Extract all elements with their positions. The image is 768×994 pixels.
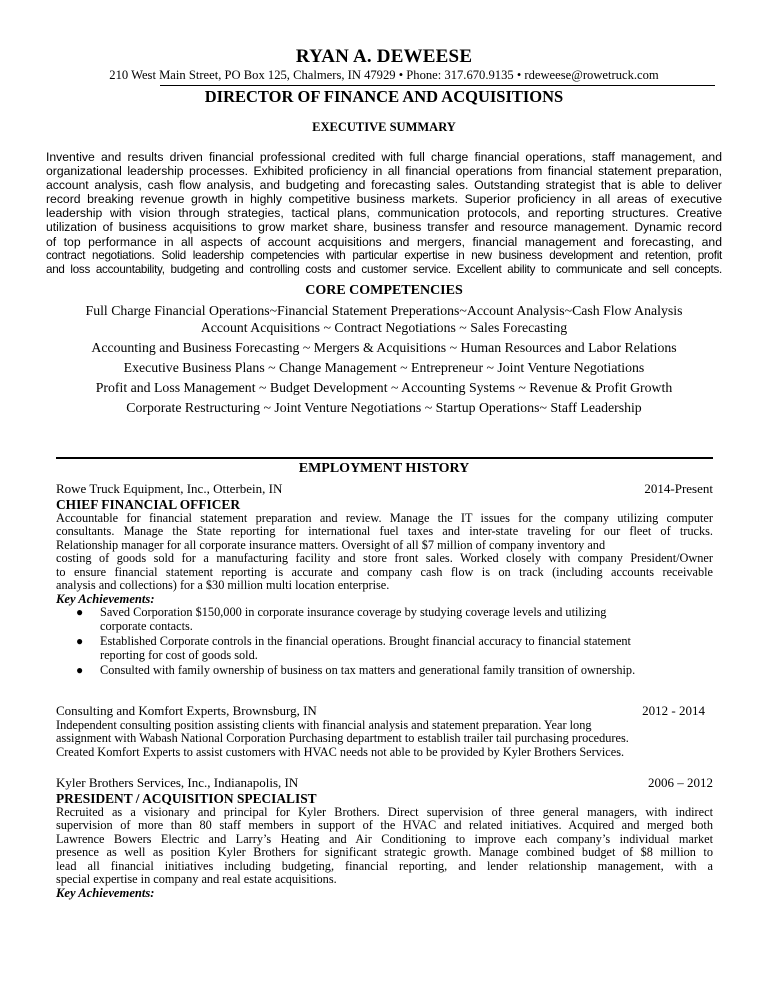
competency-line: Corporate Restructuring ~ Joint Venture Negotiations ~ Startup Operations~ Staff Leadership (126, 400, 642, 415)
competency-line: Full Charge Financial Operations~Financial Statement Preperations~Account Analysis~Cash Flow Analysis (85, 303, 683, 318)
target-title: DIRECTOR OF FINANCE AND ACQUISITIONS (204, 87, 564, 106)
bullet-icon: ● (76, 634, 84, 649)
summary-line: record breaking revenue growth in highly competitive business markets. Superior proficiency in all areas of executive (46, 192, 722, 207)
job-company: Kyler Brothers Services, Inc., Indianapolis, IN (56, 775, 299, 790)
contact-line: 210 West Main Street, PO Box 125, Chalmers, IN 47929 • Phone: 317.670.9135 • rdeweese@rowetruck.com (109, 68, 659, 82)
summary-line: contract negotiations. Solid leadership competencies with particular expertise in new business development and retention, profit (46, 248, 722, 262)
candidate-name: RYAN A. DEWEESE (295, 46, 473, 67)
summary-line: and loss accountability, budgeting and controlling costs and customer service. Excellent ability to communicate and sell concepts. (46, 262, 722, 276)
job-dates: 2014-Present (644, 481, 713, 496)
description-line: Recruited as a visionary and principal for Kyler Brothers. Direct supervision of three general managers, with indirect (56, 805, 713, 819)
job-header (56, 703, 713, 719)
description-line: Lawrence Bowers Electric and Larry’s Heating and Air Conditioning to improve each company’s individual market (56, 831, 713, 846)
job-role: CHIEF FINANCIAL OFFICER (56, 497, 241, 512)
summary-line: account analysis, cash flow analysis, and budgeting and forecasting sales. Outstanding strategist that is able to deliver (46, 178, 722, 193)
achievements-list (56, 606, 713, 677)
achievement-item: ● Established Corporate controls in the financial operations. Brought financial accuracy to financial statement reporting for cost of goods sold. (76, 634, 631, 662)
header-divider (160, 85, 715, 86)
description-line: Accountable for financial statement preparation and review. Manage the IT issues for the company utilizing computer (56, 511, 713, 525)
core-competencies (0, 301, 768, 418)
description-line: lead all financial initiatives including budgeting, financial reporting, and lender relationship management, with a (56, 858, 713, 873)
description-line: to ensure financial statement reporting is accurate and company cash flow is on track (including accounts receivable (56, 564, 713, 579)
competency-line: Account Acquisitions ~ Contract Negotiations ~ Sales Forecasting (200, 320, 568, 335)
job-entry (56, 775, 713, 900)
competency-line: Profit and Loss Management ~ Budget Development ~ Accounting Systems ~ Revenue & Profit Growth (95, 380, 673, 395)
summary-line: of top performance in all aspects of account acquisitions and mergers, financial management and forecasting, and (46, 234, 722, 249)
description-line: costing of goods sold for a manufacturing facility and store front sales. Worked closely with company President/Owner (56, 551, 713, 566)
core-competencies-heading: CORE COMPETENCIES (305, 283, 463, 298)
competency-line: Executive Business Plans ~ Change Management ~ Entrepreneur ~ Joint Venture Negotiations (123, 360, 645, 375)
job-header (56, 481, 713, 497)
key-achievements-label: Key Achievements: (56, 886, 155, 901)
job-description (56, 719, 713, 759)
description-line: assignment with Wabash National Corporation Purchasing department to establish trailer tail purchasing procedures. (56, 731, 629, 746)
executive-summary (46, 150, 722, 277)
description-line: Independent consulting position assisting clients with financial analysis and statement preparation. Year long (56, 718, 592, 732)
job-header (56, 775, 713, 791)
achievement-item: ● Consulted with family ownership of business on tax matters and generational family transition of ownership. (76, 663, 636, 678)
summary-line: utilization of business acquisitions to grow market share, business transfer and resource management. Dynamic record (46, 220, 722, 235)
job-role: PRESIDENT / ACQUISITION SPECIALIST (56, 791, 317, 806)
summary-line: organizational leadership processes. Exhibited proficiency in all financial operations from financial statement preparation, (46, 164, 722, 179)
job-description (56, 512, 713, 592)
competency-line: Accounting and Business Forecasting ~ Mergers & Acquisitions ~ Human Resources and Labor Relations (91, 340, 677, 355)
job-dates: 2006 – 2012 (648, 775, 713, 790)
description-line: Created Komfort Experts to assist customers with HVAC needs not able to be provided by Kyler Brothers Services. (56, 744, 625, 759)
employment-history-heading: EMPLOYMENT HISTORY (298, 461, 470, 476)
key-achievements-label: Key Achievements: (56, 592, 155, 607)
description-line: supervision of more than 80 staff members in support of the HVAC and related initiatives. Acquired and merged both (56, 818, 713, 833)
bullet-icon: ● (76, 605, 84, 620)
description-line: presence as well as position Kyler Brothers for significant strategic growth. Manage combined budget of $8 million to (56, 845, 713, 860)
summary-line: leadership with vision through strategies, tactical plans, communication protocols, and reporting structures. Creative (46, 206, 722, 221)
job-company: Consulting and Komfort Experts, Brownsburg, IN (56, 703, 317, 718)
description-line: consultants. Manage the State reporting for international fuel taxes and inter-state traveling for our fleet of trucks. (56, 524, 713, 539)
summary-line: Inventive and results driven financial professional credited with full charge financial operations, staff management, and (46, 150, 722, 164)
executive-summary-heading: EXECUTIVE SUMMARY (312, 120, 456, 134)
employment-divider (56, 457, 713, 459)
job-description (56, 806, 713, 886)
description-line: Relationship manager for all corporate insurance matters. Oversight of all $7 million of company inventory and (56, 537, 606, 552)
description-line: special expertise in company and real estate acquisitions. (56, 872, 337, 887)
description-line: analysis and collections) for a $30 million multi location enterprise. (56, 578, 390, 593)
job-entry (56, 481, 713, 679)
job-entry (56, 703, 713, 759)
bullet-icon: ● (76, 663, 84, 678)
job-dates: 2012 - 2014 (642, 703, 705, 718)
job-company: Rowe Truck Equipment, Inc., Otterbein, IN (56, 481, 283, 496)
achievement-item: ● Saved Corporation $150,000 in corporate insurance coverage by studying coverage levels and utilizing corporate contacts. (76, 605, 607, 633)
